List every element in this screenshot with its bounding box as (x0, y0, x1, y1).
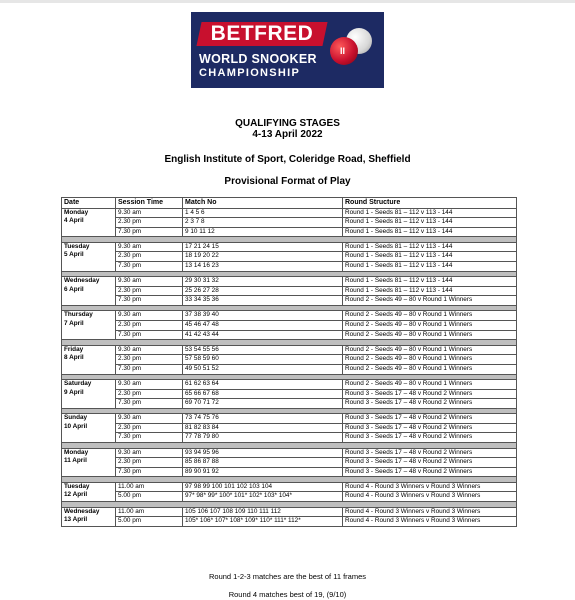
round-structure-cell: Round 4 - Round 3 Winners v Round 3 Winners (343, 482, 517, 492)
table-row (62, 208, 517, 218)
day-date: 8 April (64, 354, 84, 362)
match-numbers-cell: 69 70 71 72 (183, 399, 343, 409)
day-cell (62, 311, 116, 340)
table-row (62, 448, 517, 458)
logo-brand-text: BETFRED (210, 22, 314, 45)
session-time-cell: 2.30 pm (116, 252, 183, 262)
match-numbers-cell: 29 30 31 32 (183, 277, 343, 287)
day-date: 7 April (64, 320, 84, 328)
match-numbers-cell: 61 62 63 64 (183, 380, 343, 390)
match-numbers-cell: 81 82 83 84 (183, 423, 343, 433)
session-time-cell: 2.30 pm (116, 458, 183, 468)
day-cell (62, 380, 116, 409)
table-row (62, 311, 517, 321)
session-time-cell: 7.30 pm (116, 262, 183, 272)
match-numbers-cell: 37 38 39 40 (183, 311, 343, 321)
table-row (62, 355, 517, 365)
day-name: Thursday (64, 311, 93, 319)
round-structure-cell: Round 1 - Seeds 81 – 112 v 113 - 144 (343, 227, 517, 237)
table-row (62, 389, 517, 399)
table-header-row (62, 198, 517, 209)
match-numbers-cell: 89 90 91 92 (183, 467, 343, 477)
day-cell (62, 507, 116, 526)
session-time-cell: 9.30 am (116, 208, 183, 218)
session-time-cell: 2.30 pm (116, 423, 183, 433)
table-row (62, 364, 517, 374)
match-numbers-cell: 73 74 75 76 (183, 414, 343, 424)
table-row (62, 482, 517, 492)
betfred-world-snooker-logo (191, 12, 384, 88)
match-numbers-cell: 77 78 79 80 (183, 433, 343, 443)
match-numbers-cell: 105* 106* 107* 108* 109* 110* 111* 112* (183, 517, 343, 527)
session-time-cell: 7.30 pm (116, 364, 183, 374)
day-cell (62, 242, 116, 271)
table-row (62, 492, 517, 502)
day-cell (62, 208, 116, 237)
table-row (62, 321, 517, 331)
header-date: Date (62, 198, 116, 209)
table-row (62, 458, 517, 468)
format-subtitle: Provisional Format of Play (224, 176, 351, 187)
day-cell (62, 414, 116, 443)
day-date: 11 April (64, 457, 87, 465)
match-numbers-cell: 1 4 5 6 (183, 208, 343, 218)
match-numbers-cell: 17 21 24 15 (183, 242, 343, 252)
table-row (62, 380, 517, 390)
day-date: 13 April (64, 516, 88, 524)
day-name: Tuesday (64, 482, 90, 490)
header-round-structure: Round Structure (343, 198, 517, 209)
day-cell (62, 277, 116, 306)
day-name: Saturday (64, 380, 92, 387)
round-structure-cell: Round 2 - Seeds 49 – 80 v Round 1 Winners (343, 330, 517, 340)
round-structure-cell: Round 2 - Seeds 49 – 80 v Round 1 Winners (343, 345, 517, 355)
round-structure-cell: Round 1 - Seeds 81 – 112 v 113 - 144 (343, 252, 517, 262)
round-structure-cell: Round 3 - Seeds 17 – 48 v Round 2 Winners (343, 448, 517, 458)
session-time-cell: 9.30 am (116, 277, 183, 287)
round-structure-cell: Round 1 - Seeds 81 – 112 v 113 - 144 (343, 242, 517, 252)
day-name: Monday (64, 448, 89, 456)
table-row (62, 467, 517, 477)
day-date: 5 April (64, 251, 84, 259)
table-row (62, 242, 517, 252)
table-row (62, 296, 517, 306)
day-date: 10 April (64, 422, 88, 430)
day-name: Tuesday (64, 242, 90, 250)
session-time-cell: 7.30 pm (116, 330, 183, 340)
session-time-cell: 2.30 pm (116, 218, 183, 228)
table-row (62, 262, 517, 272)
round-structure-cell: Round 1 - Seeds 81 – 112 v 113 - 144 (343, 218, 517, 228)
match-numbers-cell: 41 42 43 44 (183, 330, 343, 340)
session-time-cell: 2.30 pm (116, 286, 183, 296)
round-structure-cell: Round 3 - Seeds 17 – 48 v Round 2 Winners (343, 433, 517, 443)
day-name: Friday (64, 345, 84, 353)
day-date: 6 April (64, 285, 84, 293)
red-ball-icon: II (330, 37, 358, 65)
table-row (62, 218, 517, 228)
match-numbers-cell: 9 10 11 12 (183, 227, 343, 237)
day-date: 9 April (64, 388, 84, 396)
match-numbers-cell: 33 34 35 36 (183, 296, 343, 306)
logo-line-2: CHAMPIONSHIP (199, 67, 301, 79)
match-numbers-cell: 85 86 87 88 (183, 458, 343, 468)
session-time-cell: 7.30 pm (116, 296, 183, 306)
match-numbers-cell: 93 94 95 96 (183, 448, 343, 458)
round-structure-cell: Round 1 - Seeds 81 – 112 v 113 - 144 (343, 286, 517, 296)
session-time-cell: 7.30 pm (116, 227, 183, 237)
header-session-time: Session Time (116, 198, 183, 209)
note-rounds-1-3: Round 1-2-3 matches are the best of 11 frames (208, 572, 367, 581)
match-numbers-cell: 25 26 27 28 (183, 286, 343, 296)
page-title: QUALIFYING STAGES (235, 118, 340, 129)
session-time-cell: 11.00 am (116, 507, 183, 517)
match-numbers-cell: 97* 98* 99* 100* 101* 102* 103* 104* (183, 492, 343, 502)
venue: English Institute of Sport, Coleridge Road, Sheffield (164, 154, 411, 165)
round-structure-cell: Round 3 - Seeds 17 – 48 v Round 2 Winners (343, 389, 517, 399)
match-numbers-cell: 105 106 107 108 109 110 111 112 (183, 507, 343, 517)
match-numbers-cell: 13 14 16 23 (183, 262, 343, 272)
session-time-cell: 2.30 pm (116, 355, 183, 365)
session-time-cell: 9.30 am (116, 448, 183, 458)
table-row (62, 433, 517, 443)
round-structure-cell: Round 4 - Round 3 Winners v Round 3 Winners (343, 517, 517, 527)
session-time-cell: 2.30 pm (116, 321, 183, 331)
round-structure-cell: Round 1 - Seeds 81 – 112 v 113 - 144 (343, 277, 517, 287)
day-cell (62, 482, 116, 501)
table-row (62, 399, 517, 409)
match-numbers-cell: 53 54 55 56 (183, 345, 343, 355)
table-row (62, 227, 517, 237)
round-structure-cell: Round 4 - Round 3 Winners v Round 3 Winners (343, 507, 517, 517)
schedule-body (62, 208, 517, 526)
round-structure-cell: Round 3 - Seeds 17 – 48 v Round 2 Winners (343, 467, 517, 477)
round-structure-cell: Round 2 - Seeds 49 – 80 v Round 1 Winners (343, 311, 517, 321)
session-time-cell: 9.30 am (116, 345, 183, 355)
match-numbers-cell: 45 46 47 48 (183, 321, 343, 331)
table-row (62, 330, 517, 340)
match-numbers-cell: 65 66 67 68 (183, 389, 343, 399)
round-structure-cell: Round 2 - Seeds 49 – 80 v Round 1 Winners (343, 296, 517, 306)
round-structure-cell: Round 1 - Seeds 81 – 112 v 113 - 144 (343, 208, 517, 218)
event-dates: 4-13 April 2022 (252, 129, 323, 140)
session-time-cell: 7.30 pm (116, 433, 183, 443)
session-time-cell: 9.30 am (116, 380, 183, 390)
logo-line-1: WORLD SNOOKER (199, 52, 317, 66)
table-row (62, 252, 517, 262)
round-structure-cell: Round 4 - Round 3 Winners v Round 3 Winners (343, 492, 517, 502)
day-name: Wednesday (64, 277, 100, 285)
session-time-cell: 7.30 pm (116, 399, 183, 409)
table-row (62, 414, 517, 424)
round-structure-cell: Round 3 - Seeds 17 – 48 v Round 2 Winners (343, 458, 517, 468)
session-time-cell: 7.30 pm (116, 467, 183, 477)
session-time-cell: 5.00 pm (116, 492, 183, 502)
match-numbers-cell: 49 50 51 52 (183, 364, 343, 374)
header-match-no: Match No (183, 198, 343, 209)
session-time-cell: 5.00 pm (116, 517, 183, 527)
session-time-cell: 2.30 pm (116, 389, 183, 399)
round-structure-cell: Round 2 - Seeds 49 – 80 v Round 1 Winners (343, 364, 517, 374)
day-name: Sunday (64, 414, 88, 422)
top-border (0, 0, 575, 3)
schedule-table (61, 197, 517, 527)
match-numbers-cell: 57 58 59 60 (183, 355, 343, 365)
round-structure-cell: Round 2 - Seeds 49 – 80 v Round 1 Winners (343, 355, 517, 365)
table-row (62, 286, 517, 296)
day-name: Wednesday (64, 507, 100, 515)
round-structure-cell: Round 3 - Seeds 17 – 48 v Round 2 Winners (343, 399, 517, 409)
table-row (62, 517, 517, 527)
day-name: Monday (64, 208, 89, 216)
day-cell (62, 448, 116, 477)
day-date: 12 April (64, 491, 88, 499)
table-row (62, 345, 517, 355)
round-structure-cell: Round 3 - Seeds 17 – 48 v Round 2 Winners (343, 423, 517, 433)
round-structure-cell: Round 1 - Seeds 81 – 112 v 113 - 144 (343, 262, 517, 272)
session-time-cell: 9.30 am (116, 414, 183, 424)
table-row (62, 277, 517, 287)
day-date: 4 April (64, 217, 84, 225)
round-structure-cell: Round 2 - Seeds 49 – 80 v Round 1 Winners (343, 380, 517, 390)
match-numbers-cell: 2 3 7 8 (183, 218, 343, 228)
match-numbers-cell: 18 19 20 22 (183, 252, 343, 262)
day-cell (62, 345, 116, 374)
round-structure-cell: Round 2 - Seeds 49 – 80 v Round 1 Winners (343, 321, 517, 331)
table-row (62, 507, 517, 517)
session-time-cell: 11.00 am (116, 482, 183, 492)
table-row (62, 423, 517, 433)
match-numbers-cell: 97 98 99 100 101 102 103 104 (183, 482, 343, 492)
session-time-cell: 9.30 am (116, 311, 183, 321)
round-structure-cell: Round 3 - Seeds 17 – 48 v Round 2 Winners (343, 414, 517, 424)
note-round-4: Round 4 matches best of 19, (9/10) (228, 590, 347, 599)
logo-brand-banner (196, 22, 327, 46)
session-time-cell: 9.30 am (116, 242, 183, 252)
